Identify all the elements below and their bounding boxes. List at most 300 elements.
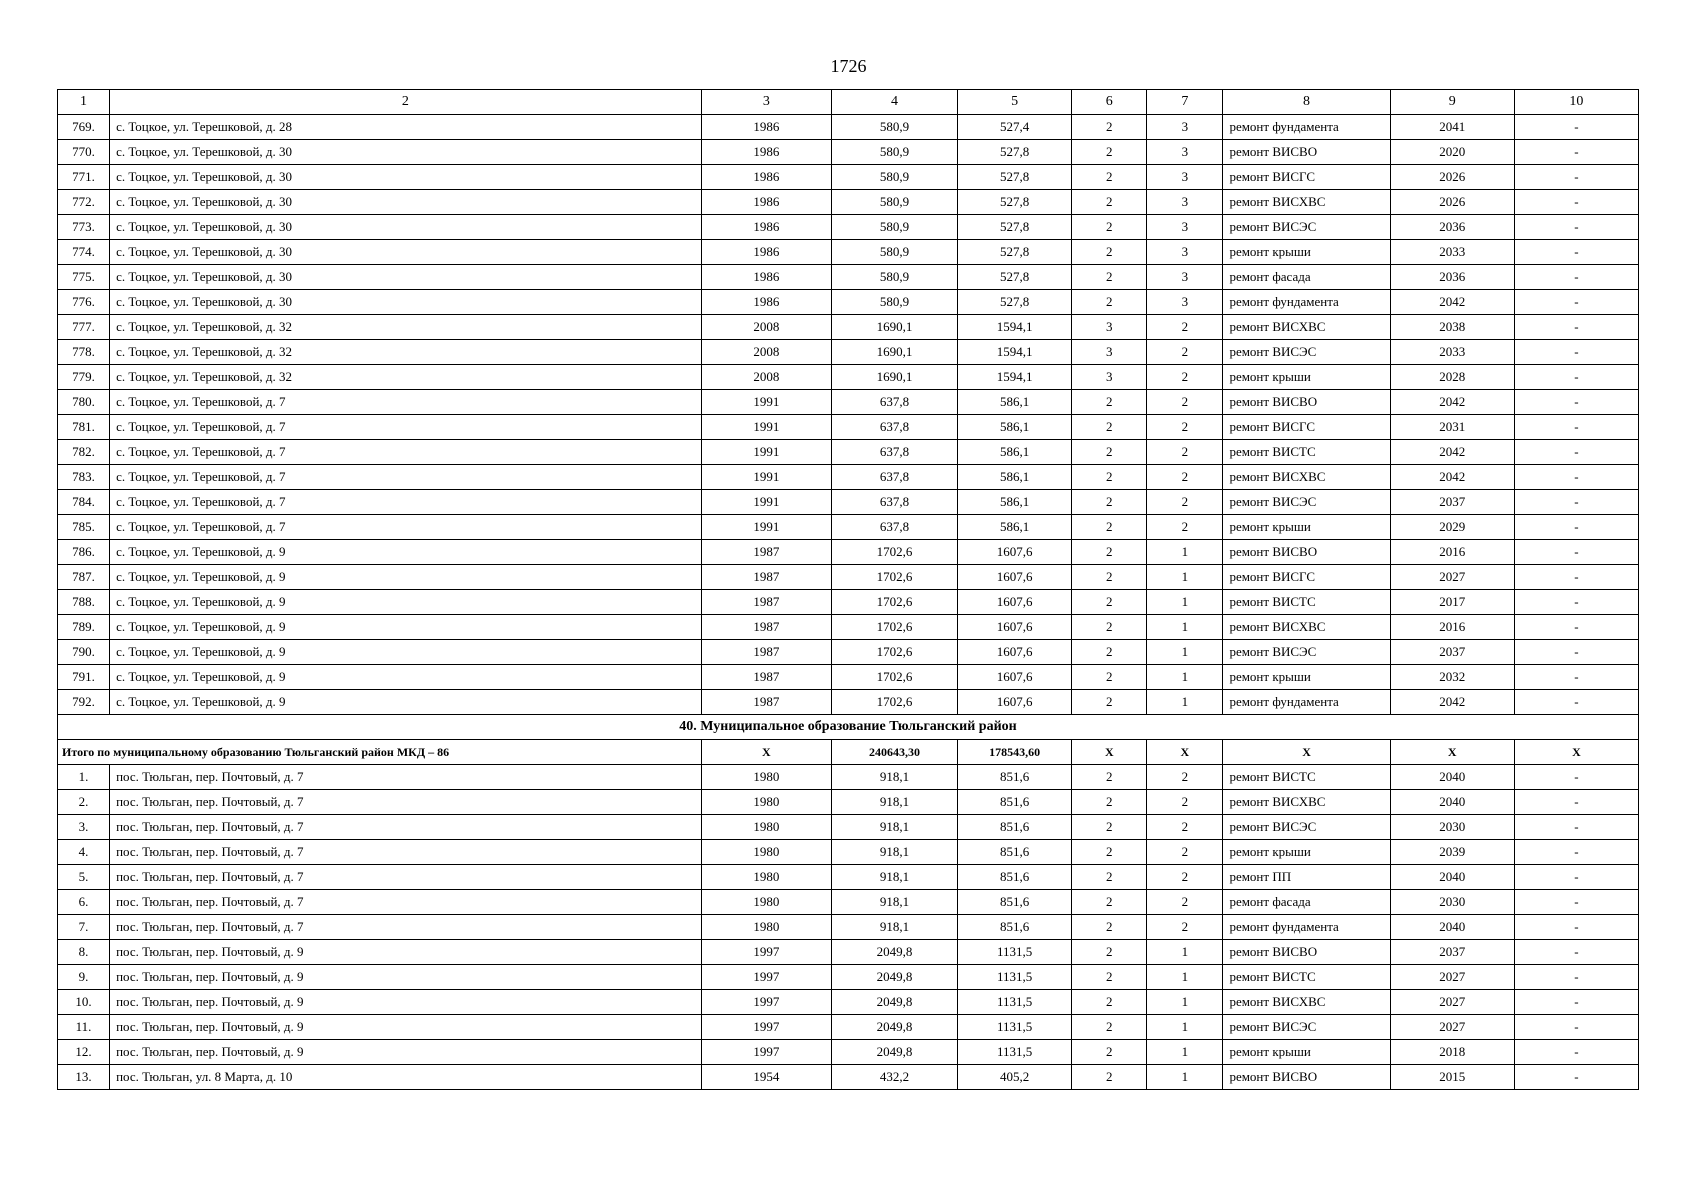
- table-cell: 527,8: [958, 140, 1072, 165]
- table-cell: 2: [1072, 1015, 1147, 1040]
- table-cell: -: [1514, 665, 1638, 690]
- table-cell: 1987: [701, 665, 831, 690]
- table-cell: 2: [1072, 215, 1147, 240]
- table-cell: 2: [1147, 790, 1223, 815]
- table-cell: ремонт фундамента: [1223, 115, 1390, 140]
- table-cell: 3.: [58, 815, 110, 840]
- total-cell: 240643,30: [831, 740, 957, 765]
- table-cell: 1980: [701, 915, 831, 940]
- table-cell: 851,6: [958, 790, 1072, 815]
- table-cell: 1607,6: [958, 540, 1072, 565]
- table-cell: ремонт ПП: [1223, 865, 1390, 890]
- table-cell: 2036: [1390, 265, 1514, 290]
- table-cell: с. Тоцкое, ул. Терешковой, д. 9: [110, 665, 702, 690]
- table-cell: 778.: [58, 340, 110, 365]
- table-cell: 3: [1147, 140, 1223, 165]
- table-row: [58, 140, 1639, 165]
- table-cell: с. Тоцкое, ул. Терешковой, д. 32: [110, 340, 702, 365]
- table-cell: -: [1514, 390, 1638, 415]
- table-cell: 5.: [58, 865, 110, 890]
- table-cell: пос. Тюльган, пер. Почтовый, д. 9: [110, 990, 702, 1015]
- table-cell: пос. Тюльган, пер. Почтовый, д. 7: [110, 815, 702, 840]
- table-row: [58, 315, 1639, 340]
- table-row: [58, 465, 1639, 490]
- table-cell: 2026: [1390, 165, 1514, 190]
- table-cell: ремонт ВИСВО: [1223, 540, 1390, 565]
- table-cell: 2016: [1390, 615, 1514, 640]
- table-cell: 3: [1147, 190, 1223, 215]
- table-cell: с. Тоцкое, ул. Терешковой, д. 7: [110, 415, 702, 440]
- table-cell: 1: [1147, 1065, 1223, 1090]
- table-cell: 2: [1072, 590, 1147, 615]
- table-cell: с. Тоцкое, ул. Терешковой, д. 30: [110, 265, 702, 290]
- table-cell: -: [1514, 465, 1638, 490]
- table-cell: с. Тоцкое, ул. Терешковой, д. 32: [110, 315, 702, 340]
- table-cell: 2: [1147, 440, 1223, 465]
- table-cell: 2: [1072, 115, 1147, 140]
- table-cell: 790.: [58, 640, 110, 665]
- table-cell: ремонт крыши: [1223, 240, 1390, 265]
- table-cell: 918,1: [831, 815, 957, 840]
- table-cell: 9.: [58, 965, 110, 990]
- table-cell: 2: [1072, 1065, 1147, 1090]
- total-cell: 178543,60: [958, 740, 1072, 765]
- table-cell: 788.: [58, 590, 110, 615]
- table-row: [58, 865, 1639, 890]
- table-cell: пос. Тюльган, пер. Почтовый, д. 7: [110, 915, 702, 940]
- table-cell: 1987: [701, 615, 831, 640]
- table-cell: 1702,6: [831, 640, 957, 665]
- table-cell: ремонт ВИСВО: [1223, 1065, 1390, 1090]
- column-header: 9: [1390, 90, 1514, 115]
- table-cell: 2030: [1390, 890, 1514, 915]
- table-cell: 2008: [701, 340, 831, 365]
- total-cell: Х: [1514, 740, 1638, 765]
- table-cell: ремонт ВИСВО: [1223, 390, 1390, 415]
- table-cell: 777.: [58, 315, 110, 340]
- table-cell: 2: [1147, 340, 1223, 365]
- table-cell: 918,1: [831, 890, 957, 915]
- table-cell: 1: [1147, 690, 1223, 715]
- table-cell: ремонт ВИСЭС: [1223, 490, 1390, 515]
- table-cell: с. Тоцкое, ул. Терешковой, д. 28: [110, 115, 702, 140]
- table-row: [58, 490, 1639, 515]
- table-cell: ремонт фундамента: [1223, 915, 1390, 940]
- total-cell: Х: [1072, 740, 1147, 765]
- table-cell: 2031: [1390, 415, 1514, 440]
- table-row: [58, 1040, 1639, 1065]
- table-cell: -: [1514, 990, 1638, 1015]
- column-header: 1: [58, 90, 110, 115]
- table-cell: 1690,1: [831, 315, 957, 340]
- table-cell: 1987: [701, 640, 831, 665]
- column-header: 4: [831, 90, 957, 115]
- table-cell: 1997: [701, 965, 831, 990]
- table-cell: 3: [1147, 240, 1223, 265]
- table-cell: с. Тоцкое, ул. Терешковой, д. 30: [110, 215, 702, 240]
- table-cell: 2017: [1390, 590, 1514, 615]
- table-cell: 1986: [701, 240, 831, 265]
- table-cell: 2: [1072, 940, 1147, 965]
- table-cell: 2: [1072, 190, 1147, 215]
- table-cell: 1987: [701, 540, 831, 565]
- table-cell: 780.: [58, 390, 110, 415]
- table-row: [58, 640, 1639, 665]
- table-cell: 580,9: [831, 115, 957, 140]
- column-header: 3: [701, 90, 831, 115]
- table-cell: 1997: [701, 940, 831, 965]
- table-cell: 2008: [701, 315, 831, 340]
- table-cell: 580,9: [831, 290, 957, 315]
- table-cell: 2037: [1390, 640, 1514, 665]
- table-row: [58, 290, 1639, 315]
- table-cell: 792.: [58, 690, 110, 715]
- table-row: [58, 265, 1639, 290]
- table-cell: 2040: [1390, 790, 1514, 815]
- table-cell: ремонт ВИСВО: [1223, 140, 1390, 165]
- table-cell: -: [1514, 690, 1638, 715]
- table-cell: 1986: [701, 165, 831, 190]
- table-cell: 2: [1072, 165, 1147, 190]
- table-cell: -: [1514, 1040, 1638, 1065]
- table-row: [58, 365, 1639, 390]
- table-cell: 637,8: [831, 415, 957, 440]
- table-cell: ремонт ВИСХВС: [1223, 790, 1390, 815]
- total-cell: Х: [1390, 740, 1514, 765]
- column-header-row: [58, 90, 1639, 115]
- table-cell: -: [1514, 190, 1638, 215]
- table-cell: -: [1514, 440, 1638, 465]
- total-cell: Х: [1223, 740, 1390, 765]
- table-cell: 783.: [58, 465, 110, 490]
- table-cell: 3: [1147, 115, 1223, 140]
- table-cell: -: [1514, 840, 1638, 865]
- table-cell: 1: [1147, 565, 1223, 590]
- table-cell: 2032: [1390, 665, 1514, 690]
- table-cell: ремонт ВИСГС: [1223, 165, 1390, 190]
- table-cell: 2049,8: [831, 990, 957, 1015]
- table-cell: 1980: [701, 865, 831, 890]
- table-cell: 2: [1072, 865, 1147, 890]
- column-header: 10: [1514, 90, 1638, 115]
- table-cell: ремонт ВИСТС: [1223, 440, 1390, 465]
- table-cell: 918,1: [831, 790, 957, 815]
- table-cell: 1987: [701, 690, 831, 715]
- table-cell: 1690,1: [831, 365, 957, 390]
- table-cell: 2: [1072, 440, 1147, 465]
- table-cell: 2: [1147, 865, 1223, 890]
- table-cell: 2: [1072, 615, 1147, 640]
- table-cell: 1997: [701, 990, 831, 1015]
- table-cell: с. Тоцкое, ул. Терешковой, д. 30: [110, 190, 702, 215]
- table-cell: 2: [1147, 840, 1223, 865]
- table-cell: 586,1: [958, 465, 1072, 490]
- table-cell: 580,9: [831, 190, 957, 215]
- table-cell: 1607,6: [958, 690, 1072, 715]
- table-cell: с. Тоцкое, ул. Терешковой, д. 7: [110, 465, 702, 490]
- table-cell: 1.: [58, 765, 110, 790]
- table-cell: 770.: [58, 140, 110, 165]
- column-header: 7: [1147, 90, 1223, 115]
- table-cell: 637,8: [831, 515, 957, 540]
- table-cell: ремонт крыши: [1223, 515, 1390, 540]
- table-cell: ремонт ВИСЭС: [1223, 815, 1390, 840]
- table-cell: 2: [1072, 515, 1147, 540]
- table-cell: 785.: [58, 515, 110, 540]
- table-cell: -: [1514, 790, 1638, 815]
- table-cell: 580,9: [831, 165, 957, 190]
- table-cell: 1991: [701, 515, 831, 540]
- table-cell: 769.: [58, 115, 110, 140]
- table-cell: 1986: [701, 290, 831, 315]
- table-cell: 1594,1: [958, 340, 1072, 365]
- table-cell: 637,8: [831, 390, 957, 415]
- table-cell: 2: [1147, 890, 1223, 915]
- table-cell: -: [1514, 815, 1638, 840]
- table-cell: 1594,1: [958, 315, 1072, 340]
- table-cell: ремонт ВИСХВС: [1223, 315, 1390, 340]
- table-cell: 2: [1147, 365, 1223, 390]
- table-cell: 2: [1147, 490, 1223, 515]
- table-cell: 2036: [1390, 215, 1514, 240]
- table-row: [58, 665, 1639, 690]
- table-cell: 527,8: [958, 290, 1072, 315]
- table-row: [58, 215, 1639, 240]
- table-cell: 11.: [58, 1015, 110, 1040]
- table-cell: 580,9: [831, 215, 957, 240]
- table-cell: 1: [1147, 1015, 1223, 1040]
- table-cell: 1980: [701, 765, 831, 790]
- table-cell: 786.: [58, 540, 110, 565]
- table-cell: с. Тоцкое, ул. Терешковой, д. 9: [110, 565, 702, 590]
- table-cell: 787.: [58, 565, 110, 590]
- table-cell: 2: [1072, 990, 1147, 1015]
- table-row: [58, 565, 1639, 590]
- table-cell: 12.: [58, 1040, 110, 1065]
- table-cell: 2: [1072, 490, 1147, 515]
- table-cell: ремонт ВИСХВС: [1223, 990, 1390, 1015]
- table-row: [58, 815, 1639, 840]
- table-cell: 1702,6: [831, 665, 957, 690]
- table-cell: 775.: [58, 265, 110, 290]
- table-cell: 2027: [1390, 965, 1514, 990]
- column-header: 6: [1072, 90, 1147, 115]
- table-cell: 2042: [1390, 465, 1514, 490]
- table-cell: с. Тоцкое, ул. Терешковой, д. 7: [110, 440, 702, 465]
- table-cell: ремонт крыши: [1223, 840, 1390, 865]
- table-cell: 13.: [58, 1065, 110, 1090]
- table-cell: -: [1514, 165, 1638, 190]
- table-cell: -: [1514, 1015, 1638, 1040]
- table-cell: 851,6: [958, 890, 1072, 915]
- table-cell: 3: [1147, 290, 1223, 315]
- table-cell: -: [1514, 115, 1638, 140]
- table-cell: ремонт фундамента: [1223, 290, 1390, 315]
- table-cell: -: [1514, 240, 1638, 265]
- table-cell: 3: [1072, 315, 1147, 340]
- table-cell: 586,1: [958, 515, 1072, 540]
- table-cell: ремонт крыши: [1223, 665, 1390, 690]
- table-cell: ремонт фасада: [1223, 265, 1390, 290]
- table-cell: с. Тоцкое, ул. Терешковой, д. 7: [110, 515, 702, 540]
- table-cell: 2037: [1390, 490, 1514, 515]
- page-number: 1726: [830, 56, 867, 76]
- table-cell: 918,1: [831, 915, 957, 940]
- table-cell: 2008: [701, 365, 831, 390]
- table-cell: 1: [1147, 665, 1223, 690]
- table-cell: 2027: [1390, 1015, 1514, 1040]
- table-cell: 2: [1072, 690, 1147, 715]
- total-label: Итого по муниципальному образованию Тюльганский район МКД – 86: [58, 740, 702, 765]
- table-row: [58, 1015, 1639, 1040]
- table-cell: 527,8: [958, 215, 1072, 240]
- table-cell: 2: [1147, 315, 1223, 340]
- table-cell: с. Тоцкое, ул. Терешковой, д. 30: [110, 165, 702, 190]
- table-cell: -: [1514, 1065, 1638, 1090]
- table-cell: 1607,6: [958, 565, 1072, 590]
- table-cell: 1980: [701, 815, 831, 840]
- table-cell: 7.: [58, 915, 110, 940]
- table-cell: 779.: [58, 365, 110, 390]
- table-cell: 2029: [1390, 515, 1514, 540]
- table-cell: 2039: [1390, 840, 1514, 865]
- table-cell: 2042: [1390, 390, 1514, 415]
- table-cell: 1987: [701, 565, 831, 590]
- repair-schedule-table: [57, 89, 1639, 1090]
- table-cell: с. Тоцкое, ул. Терешковой, д. 7: [110, 390, 702, 415]
- table-cell: 2041: [1390, 115, 1514, 140]
- table-cell: 2042: [1390, 690, 1514, 715]
- table-cell: 1991: [701, 440, 831, 465]
- table-row: [58, 790, 1639, 815]
- table-row: [58, 940, 1639, 965]
- table-cell: 1: [1147, 540, 1223, 565]
- table-cell: 1594,1: [958, 365, 1072, 390]
- table-cell: 2040: [1390, 915, 1514, 940]
- table-cell: 2: [1147, 465, 1223, 490]
- table-cell: -: [1514, 865, 1638, 890]
- table-cell: пос. Тюльган, пер. Почтовый, д. 9: [110, 940, 702, 965]
- table-cell: с. Тоцкое, ул. Терешковой, д. 30: [110, 290, 702, 315]
- table-cell: 1997: [701, 1015, 831, 1040]
- table-cell: ремонт ВИСТС: [1223, 965, 1390, 990]
- table-cell: 2040: [1390, 865, 1514, 890]
- table-cell: 405,2: [958, 1065, 1072, 1090]
- table-row: [58, 965, 1639, 990]
- table-cell: ремонт крыши: [1223, 365, 1390, 390]
- table-cell: ремонт фасада: [1223, 890, 1390, 915]
- table-cell: 1991: [701, 465, 831, 490]
- table-row: [58, 340, 1639, 365]
- table-cell: -: [1514, 340, 1638, 365]
- table-cell: -: [1514, 590, 1638, 615]
- table-cell: с. Тоцкое, ул. Терешковой, д. 9: [110, 615, 702, 640]
- table-cell: 851,6: [958, 865, 1072, 890]
- table-cell: 586,1: [958, 415, 1072, 440]
- table-cell: 918,1: [831, 765, 957, 790]
- table-cell: -: [1514, 140, 1638, 165]
- table-cell: ремонт ВИСХВС: [1223, 190, 1390, 215]
- table-cell: ремонт крыши: [1223, 1040, 1390, 1065]
- table-row: [58, 990, 1639, 1015]
- table-cell: 527,4: [958, 115, 1072, 140]
- table-cell: 1: [1147, 590, 1223, 615]
- table-cell: 1986: [701, 190, 831, 215]
- table-cell: 2: [1147, 915, 1223, 940]
- table-cell: 1702,6: [831, 540, 957, 565]
- table-cell: 782.: [58, 440, 110, 465]
- table-row: [58, 415, 1639, 440]
- table-cell: 789.: [58, 615, 110, 640]
- table-cell: 2: [1072, 840, 1147, 865]
- table-cell: 851,6: [958, 765, 1072, 790]
- table-cell: 2: [1147, 415, 1223, 440]
- table-cell: 586,1: [958, 490, 1072, 515]
- table-cell: -: [1514, 365, 1638, 390]
- table-cell: 1607,6: [958, 640, 1072, 665]
- table-row: [58, 440, 1639, 465]
- table-cell: 3: [1147, 165, 1223, 190]
- table-cell: 774.: [58, 240, 110, 265]
- table-row: [58, 840, 1639, 865]
- table-cell: 2: [1072, 965, 1147, 990]
- table-cell: 2.: [58, 790, 110, 815]
- table-cell: 2: [1072, 265, 1147, 290]
- table-cell: -: [1514, 890, 1638, 915]
- table-cell: 1131,5: [958, 965, 1072, 990]
- table-cell: -: [1514, 415, 1638, 440]
- table-cell: 586,1: [958, 390, 1072, 415]
- table-cell: 2026: [1390, 190, 1514, 215]
- table-cell: 2027: [1390, 990, 1514, 1015]
- table-cell: 1607,6: [958, 590, 1072, 615]
- table-cell: ремонт ВИСГС: [1223, 565, 1390, 590]
- table-cell: 1131,5: [958, 1015, 1072, 1040]
- table-cell: 773.: [58, 215, 110, 240]
- table-cell: 2049,8: [831, 940, 957, 965]
- table-cell: 2: [1072, 290, 1147, 315]
- table-cell: 851,6: [958, 815, 1072, 840]
- table-cell: -: [1514, 640, 1638, 665]
- table-cell: 3: [1072, 340, 1147, 365]
- table-cell: 1986: [701, 140, 831, 165]
- table-cell: -: [1514, 265, 1638, 290]
- table-cell: 1: [1147, 940, 1223, 965]
- table-cell: 10.: [58, 990, 110, 1015]
- table-cell: -: [1514, 915, 1638, 940]
- table-cell: ремонт ВИСВО: [1223, 940, 1390, 965]
- table-cell: ремонт ВИСЭС: [1223, 340, 1390, 365]
- table-cell: ремонт ВИСХВС: [1223, 615, 1390, 640]
- column-header: 2: [110, 90, 702, 115]
- table-row: [58, 240, 1639, 265]
- table-cell: 3: [1147, 265, 1223, 290]
- table-cell: -: [1514, 315, 1638, 340]
- table-cell: 2: [1072, 665, 1147, 690]
- table-cell: 3: [1072, 365, 1147, 390]
- table-cell: 781.: [58, 415, 110, 440]
- table-cell: 771.: [58, 165, 110, 190]
- table-cell: 2020: [1390, 140, 1514, 165]
- column-header: 5: [958, 90, 1072, 115]
- table-row: [58, 1065, 1639, 1090]
- table-cell: пос. Тюльган, пер. Почтовый, д. 9: [110, 1015, 702, 1040]
- table-cell: 2: [1072, 890, 1147, 915]
- table-cell: 2: [1072, 1040, 1147, 1065]
- table-cell: -: [1514, 940, 1638, 965]
- table-cell: 2033: [1390, 340, 1514, 365]
- table-cell: 851,6: [958, 915, 1072, 940]
